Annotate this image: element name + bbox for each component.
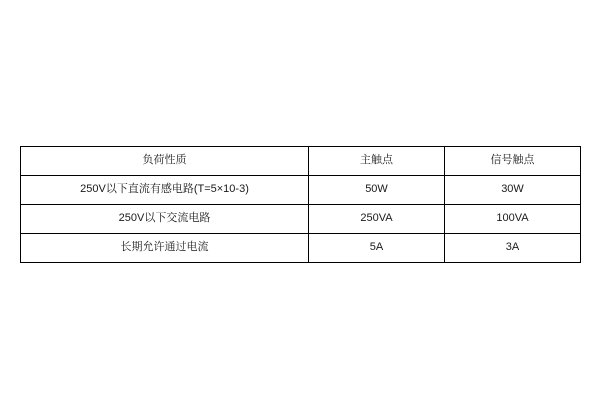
cell-main-contact: 50W bbox=[309, 176, 445, 205]
cell-load-type: 长期允许通过电流 bbox=[21, 234, 309, 263]
column-header-main-contact: 主触点 bbox=[309, 147, 445, 176]
cell-signal-contact: 100VA bbox=[445, 205, 581, 234]
table-row bbox=[21, 234, 581, 263]
cell-main-contact: 250VA bbox=[309, 205, 445, 234]
table-row bbox=[21, 205, 581, 234]
table-header-row bbox=[21, 147, 581, 176]
spec-table bbox=[20, 146, 581, 263]
cell-signal-contact: 30W bbox=[445, 176, 581, 205]
table-row bbox=[21, 176, 581, 205]
column-header-load-type: 负荷性质 bbox=[21, 147, 309, 176]
column-header-signal-contact: 信号触点 bbox=[445, 147, 581, 176]
cell-load-type: 250V以下直流有感电路(T=5×10-3) bbox=[21, 176, 309, 205]
spec-table-container bbox=[20, 146, 580, 263]
cell-signal-contact: 3A bbox=[445, 234, 581, 263]
cell-main-contact: 5A bbox=[309, 234, 445, 263]
cell-load-type: 250V以下交流电路 bbox=[21, 205, 309, 234]
